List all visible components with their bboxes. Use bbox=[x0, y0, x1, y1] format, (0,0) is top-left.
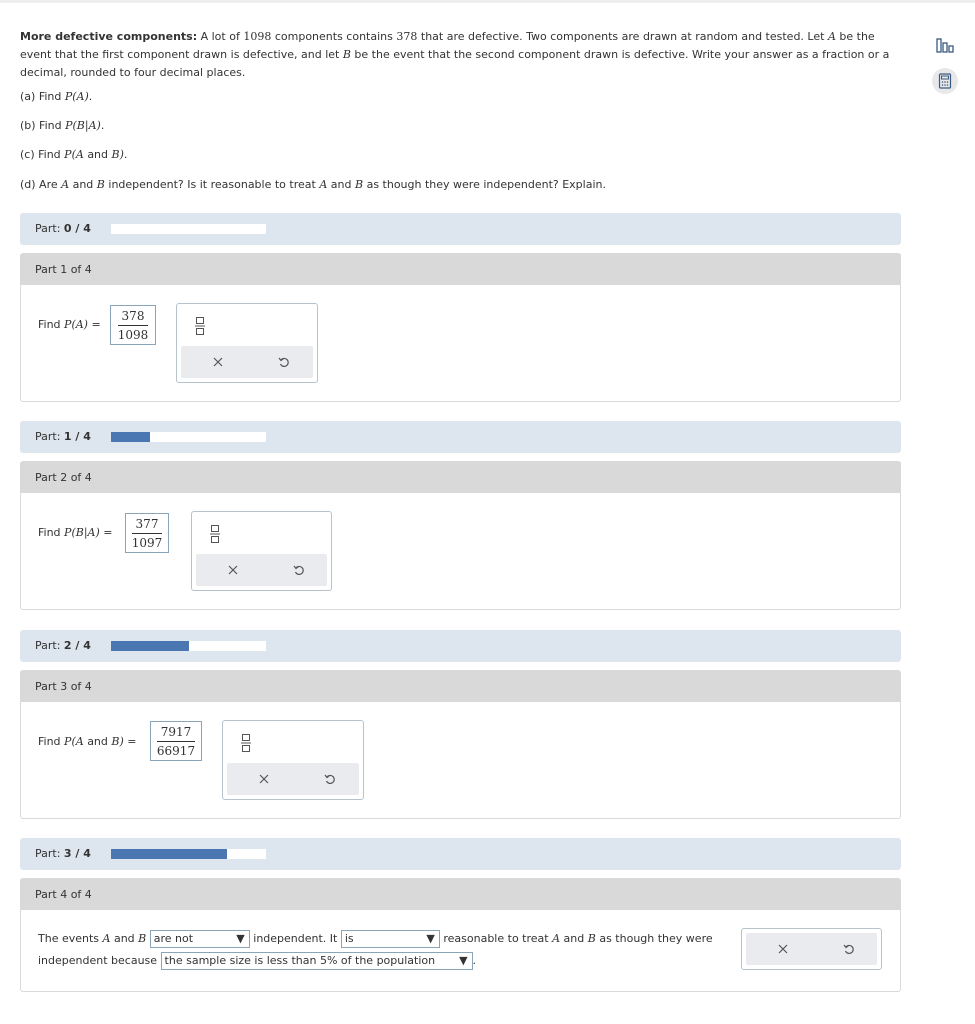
problem-text: be the event that the second component drawn is defective. Write your answer as a fraction or a decimal, rounded to four decimal places. bbox=[20, 48, 890, 79]
question-and: and bbox=[330, 178, 352, 191]
top-border bbox=[0, 0, 975, 3]
progress-track bbox=[111, 432, 266, 442]
question-a: (a) Find P(A). bbox=[20, 90, 93, 103]
part-header-label: Part 2 of 4 bbox=[35, 471, 92, 484]
sentence-text: independent because bbox=[38, 954, 158, 967]
calculator-icon[interactable] bbox=[932, 68, 958, 94]
find-prompt bbox=[38, 318, 101, 331]
math-toolbox bbox=[191, 511, 332, 591]
answer-toolbox bbox=[741, 928, 882, 970]
progress-track bbox=[111, 224, 266, 234]
sentence-text: as though they were bbox=[599, 932, 713, 945]
part-header-label: Part 1 of 4 bbox=[35, 263, 92, 276]
event-b-var: B bbox=[354, 178, 364, 191]
sentence-text: independent. It bbox=[253, 932, 338, 945]
part4-answer-sentence bbox=[38, 928, 738, 972]
reason-select[interactable] bbox=[161, 952, 473, 970]
toolbox-button-row bbox=[227, 763, 359, 795]
find-expr: P(A) = bbox=[64, 318, 101, 331]
fraction-denominator[interactable]: 1097 bbox=[131, 535, 163, 550]
clear-x-icon[interactable] bbox=[256, 771, 272, 787]
clear-x-icon[interactable] bbox=[210, 354, 226, 370]
reasonable-select[interactable] bbox=[341, 930, 440, 948]
find-expr: P(B|A) = bbox=[64, 526, 113, 539]
fraction-denominator[interactable]: 1098 bbox=[117, 327, 149, 342]
progress-label-text: Part: bbox=[35, 639, 61, 652]
sentence-text: reasonable to treat bbox=[443, 932, 549, 945]
event-a-var: A bbox=[61, 178, 70, 191]
answer-fraction-input[interactable] bbox=[150, 721, 202, 761]
defective-count: 378 bbox=[396, 30, 418, 43]
part-header bbox=[20, 878, 901, 910]
question-prefix: (a) Find bbox=[20, 90, 62, 103]
question-text: as though they were independent? Explain. bbox=[366, 178, 606, 191]
progress-value: 2 / 4 bbox=[63, 639, 91, 652]
progress-track bbox=[111, 849, 266, 859]
question-prefix: (b) Find bbox=[20, 119, 62, 132]
sentence-and: and bbox=[563, 932, 585, 945]
dropdown-arrow-icon: ▼ bbox=[426, 932, 435, 945]
question-expr: P(B|A) bbox=[65, 119, 101, 132]
part-header bbox=[20, 670, 901, 702]
event-b-var: B bbox=[342, 48, 351, 61]
problem-title: More defective components: bbox=[20, 30, 198, 43]
answer-fraction-input[interactable] bbox=[110, 305, 156, 345]
math-toolbox bbox=[176, 303, 318, 383]
select-value: the sample size is less than 5% of the population bbox=[164, 954, 436, 967]
independence-select[interactable] bbox=[150, 930, 250, 948]
toolbox-button-row bbox=[181, 346, 313, 378]
part-progress-label bbox=[35, 639, 91, 652]
find-prompt bbox=[38, 735, 136, 748]
fraction-numerator[interactable]: 7917 bbox=[157, 725, 196, 742]
sentence-period: . bbox=[472, 954, 477, 967]
question-text: independent? Is it reasonable to treat bbox=[108, 178, 316, 191]
part-progress-label bbox=[35, 222, 91, 235]
event-a-var: A bbox=[102, 932, 111, 945]
dropdown-arrow-icon: ▼ bbox=[236, 932, 245, 945]
toolbox-button-row bbox=[746, 933, 877, 965]
find-and: and bbox=[87, 735, 108, 748]
part-progress-bar bbox=[20, 213, 901, 245]
answer-fraction-input[interactable] bbox=[125, 513, 169, 553]
undo-icon[interactable] bbox=[841, 941, 857, 957]
select-value: is bbox=[344, 932, 354, 945]
question-expr: B) bbox=[111, 148, 124, 161]
fraction-denominator[interactable]: 66917 bbox=[156, 743, 196, 758]
find-prompt bbox=[38, 526, 112, 539]
progress-fill bbox=[111, 432, 150, 442]
progress-value: 1 / 4 bbox=[63, 430, 91, 443]
toolbox-button-row bbox=[196, 554, 327, 586]
find-prefix: Find bbox=[38, 735, 61, 748]
problem-text: A lot of bbox=[200, 30, 240, 43]
sentence-and: and bbox=[113, 932, 135, 945]
dropdown-arrow-icon: ▼ bbox=[459, 954, 468, 967]
progress-fill bbox=[111, 849, 227, 859]
fraction-icon[interactable] bbox=[241, 733, 251, 753]
fraction-numerator[interactable]: 377 bbox=[132, 517, 163, 534]
part-body bbox=[20, 493, 901, 610]
fraction-icon[interactable] bbox=[195, 316, 205, 336]
question-prefix: (d) Are bbox=[20, 178, 58, 191]
find-expr: P(A bbox=[64, 735, 84, 748]
progress-track bbox=[111, 641, 266, 651]
bar-chart-icon[interactable] bbox=[932, 32, 958, 58]
event-b-var: B bbox=[138, 932, 147, 945]
problem-statement bbox=[20, 28, 900, 82]
event-b-var: B bbox=[96, 178, 105, 191]
event-a-var: A bbox=[319, 178, 328, 191]
event-b-var: B bbox=[587, 932, 596, 945]
part-progress-bar bbox=[20, 421, 901, 453]
progress-fill bbox=[111, 641, 189, 651]
problem-text: that are defective. Two components are drawn at random and tested. Let bbox=[420, 30, 825, 43]
progress-label-text: Part: bbox=[35, 847, 61, 860]
part-header-label: Part 3 of 4 bbox=[35, 680, 92, 693]
problem-text: be the event that the first component drawn is defective, and let bbox=[20, 30, 875, 61]
progress-label-text: Part: bbox=[35, 222, 61, 235]
part-header bbox=[20, 253, 901, 285]
part-body bbox=[20, 285, 901, 402]
part-progress-label bbox=[35, 847, 91, 860]
clear-x-icon[interactable] bbox=[225, 562, 241, 578]
undo-icon[interactable] bbox=[276, 354, 292, 370]
question-and: and bbox=[87, 148, 109, 161]
question-b: (b) Find P(B|A). bbox=[20, 119, 105, 132]
problem-text: components contains bbox=[274, 30, 393, 43]
find-prefix: Find bbox=[38, 318, 61, 331]
question-expr: P(A bbox=[64, 148, 84, 161]
clear-x-icon[interactable] bbox=[775, 941, 791, 957]
progress-value: 3 / 4 bbox=[63, 847, 91, 860]
question-expr: P(A) bbox=[64, 90, 89, 103]
find-expr: B) = bbox=[111, 735, 137, 748]
fraction-numerator[interactable]: 378 bbox=[118, 309, 149, 326]
part-body bbox=[20, 702, 901, 819]
event-a-var: A bbox=[827, 30, 836, 43]
part-progress-label bbox=[35, 430, 91, 443]
sentence-text: The events bbox=[38, 932, 100, 945]
progress-value: 0 / 4 bbox=[63, 222, 91, 235]
question-prefix: (c) Find bbox=[20, 148, 61, 161]
question-c: (c) Find P(A and B). bbox=[20, 148, 128, 161]
math-toolbox bbox=[222, 720, 364, 800]
part-progress-bar bbox=[20, 630, 901, 662]
undo-icon[interactable] bbox=[322, 771, 338, 787]
fraction-icon[interactable] bbox=[210, 524, 220, 544]
total-count: 1098 bbox=[243, 30, 272, 43]
progress-label-text: Part: bbox=[35, 430, 61, 443]
question-d bbox=[20, 178, 606, 191]
part-header-label: Part 4 of 4 bbox=[35, 888, 92, 901]
find-prefix: Find bbox=[38, 526, 61, 539]
undo-icon[interactable] bbox=[291, 562, 307, 578]
part-progress-bar bbox=[20, 838, 901, 870]
part-header bbox=[20, 461, 901, 493]
event-a-var: A bbox=[552, 932, 561, 945]
question-and: and bbox=[72, 178, 94, 191]
select-value: are not bbox=[153, 932, 194, 945]
